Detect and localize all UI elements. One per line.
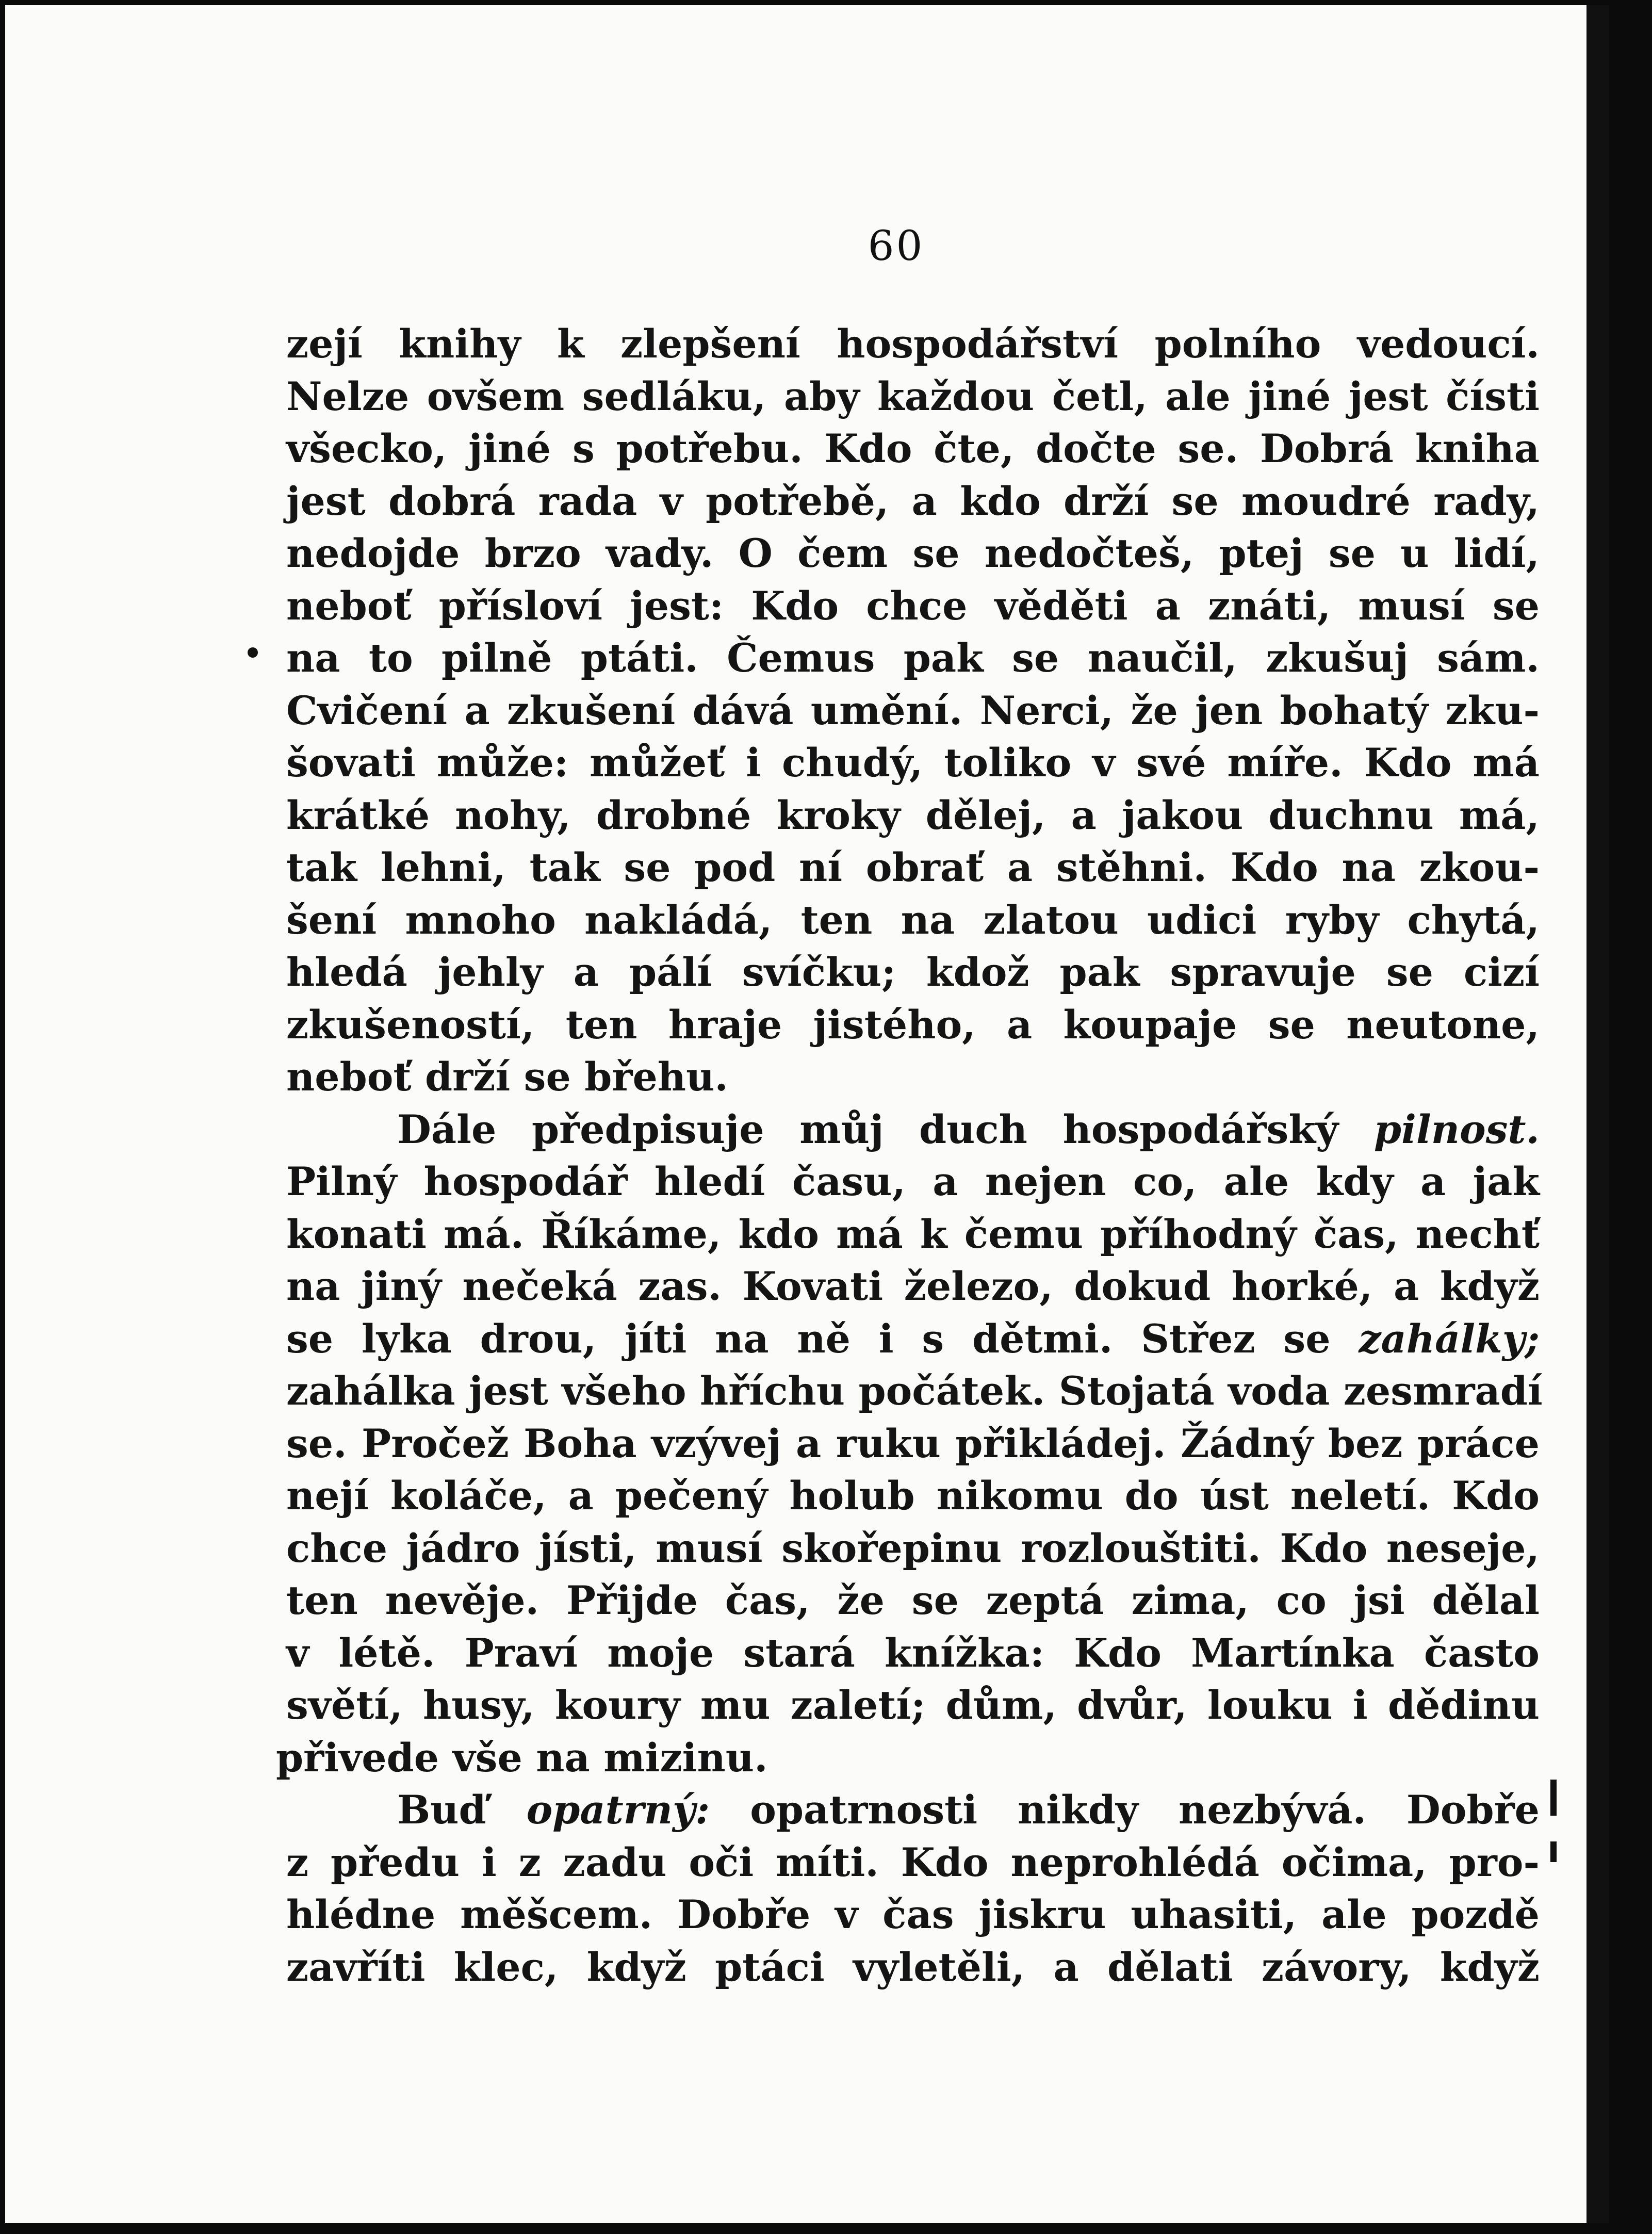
text-line <box>286 1313 1540 1365</box>
text-line: krátké nohy, drobné kroky dělej, a jakou duchnu má, <box>286 792 1540 838</box>
text-line: zkušeností, ten hraje jistého, a koupaje se neutone, <box>286 1001 1540 1048</box>
text-line: se. Pročež Boha vzývej a ruku přikládej. Žádný bez práce <box>286 1420 1540 1466</box>
text-line: nejí koláče, a pečený holub nikomu do úst neletí. Kdo <box>286 1473 1540 1519</box>
text-line: ten nevěje. Přijde čas, že se zeptá zima, co jsi dělal <box>286 1577 1540 1623</box>
text-line: zahálka jest všeho hříchu počátek. Stojatá voda zesmradí <box>286 1368 1543 1414</box>
text-line <box>286 1103 1540 1156</box>
body-text <box>276 318 1543 1993</box>
text-line: všecko, jiné s potřebu. Kdo čte, dočte se. Dobrá kniha <box>286 426 1540 471</box>
text-line: světí, husy, koury mu zaletí; dům, dvůr, louku i dědinu <box>286 1682 1540 1728</box>
text-line: Cvičení a zkušení dává umění. Nerci, že jen bohatý zku- <box>286 687 1540 733</box>
text-segment: opatrnosti nikdy nezbývá. Dobře <box>750 1787 1540 1833</box>
text-line: chce jádro jísti, musí skořepinu rozlouštiti. Kdo neseje, <box>286 1525 1540 1571</box>
text-line: z předu i z zadu oči míti. Kdo neprohlédá očima, pro- <box>286 1839 1540 1885</box>
edge-mark <box>1550 1841 1557 1862</box>
text-line: na to pilně ptáti. Čemus pak se naučil, zkušuj sám. <box>286 635 1540 681</box>
text-line: Nelze ovšem sedláku, aby každou četl, ale jiné jest čísti <box>286 373 1540 419</box>
text-line: na jiný nečeká zas. Kovati železo, dokud horké, a když <box>286 1263 1540 1309</box>
text-line: jest dobrá rada v potřebě, a kdo drží se moudré rady, <box>286 478 1540 524</box>
text-line: zejí knihy k zlepšení hospodářství polního vedoucí. <box>286 321 1540 367</box>
text-line: šení mnoho nakládá, ten na zlatou udici ryby chytá, <box>286 896 1540 943</box>
book-page <box>5 5 1609 2223</box>
italic-term: zahálky; <box>1359 1315 1540 1362</box>
text-segment: Dále předpisuje můj duch hospodářský <box>397 1106 1339 1152</box>
italic-term: pilnost. <box>1373 1106 1540 1152</box>
text-line: hlédne měšcem. Dobře v čas jiskru uhasiti, ale pozdě <box>286 1891 1540 1937</box>
text-line: konati má. Říkáme, kdo má k čemu příhodný čas, nechť <box>286 1211 1540 1257</box>
text-line: Pilný hospodář hledí času, a nejen co, ale kdy a jak <box>286 1159 1540 1204</box>
edge-mark <box>1550 1780 1557 1816</box>
text-line: hledá jehly a pálí svíčku; kdož pak spravuje se cizí <box>286 949 1540 995</box>
text-line: tak lehni, tak se pod ní obrať a stěhni. Kdo na zkou- <box>286 844 1540 890</box>
text-segment: Buď <box>397 1787 486 1833</box>
text-line: zavříti klec, když ptáci vyletěli, a dělati závory, když <box>286 1944 1540 1990</box>
italic-term: opatrný: <box>526 1787 710 1833</box>
text-line: neboť drží se břehu. <box>286 1054 728 1100</box>
margin-mark <box>248 647 258 658</box>
text-line: neboť přísloví jest: Kdo chce věděti a znáti, musí se <box>286 582 1540 629</box>
page-number: 60 <box>868 222 925 270</box>
text-line: nedojde brzo vady. O čem se nedočteš, ptej se u lidí, <box>286 530 1540 576</box>
text-line: přivede vše na mizinu. <box>276 1734 768 1781</box>
text-line: v létě. Praví moje stará knížka: Kdo Martínka často <box>286 1629 1540 1676</box>
text-line: šovati může: můžeť i chudý, toliko v své míře. Kdo má <box>286 740 1540 786</box>
text-line <box>286 1784 1540 1836</box>
text-segment: se lyka drou, jíti na ně i s dětmi. Střez se <box>286 1315 1331 1362</box>
